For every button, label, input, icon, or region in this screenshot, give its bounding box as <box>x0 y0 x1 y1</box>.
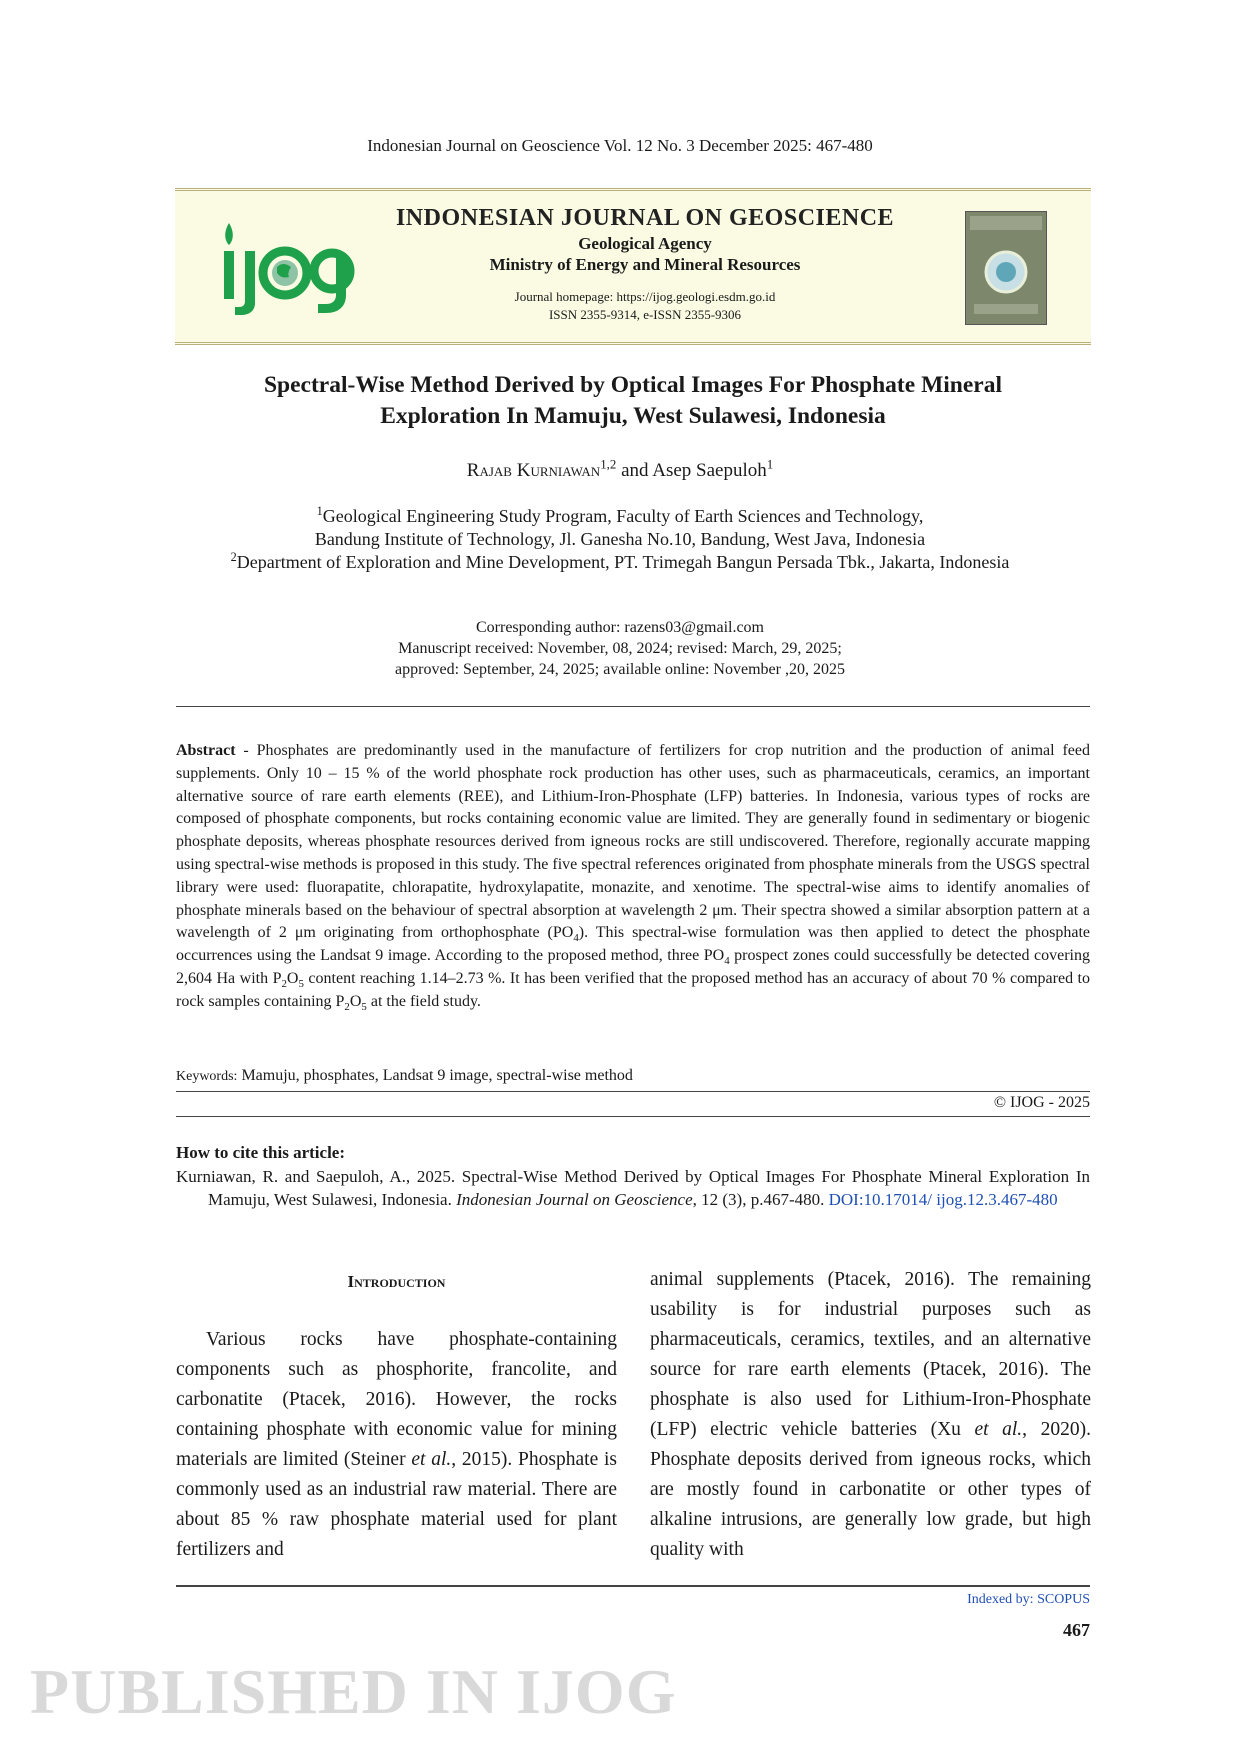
banner-text <box>375 205 915 323</box>
paragraph <box>176 1325 617 1565</box>
body-column-right <box>650 1265 1091 1565</box>
affil-1-line-2: Bandung Institute of Technology, Jl. Ganesha No.10, Bandung, West Java, Indonesia <box>314 529 926 549</box>
citation-text: Kurniawan, R. and Saepuloh, A., 2025. Spectral-Wise Method Derived by Optical Images For Phosphate Mineral Exploration In Mamuju, West Sulawesi, Indonesia. <box>176 1167 1090 1209</box>
citation <box>176 1165 1090 1211</box>
abstract-label: Abstract <box>176 742 236 759</box>
introduction-heading: Introduction <box>347 1272 446 1291</box>
abstract-text: O <box>349 992 362 1010</box>
abstract-text: at the field study. <box>366 992 481 1010</box>
subscript: 2 <box>281 978 287 991</box>
correspondence-block <box>0 617 1240 680</box>
agency-name: Geological Agency <box>578 234 712 253</box>
manuscript-dates: Manuscript received: November, 08, 2024; revised: March, 29, 2025; <box>398 640 842 657</box>
journal-banner <box>175 188 1091 345</box>
article-title <box>200 370 1066 432</box>
title-line-2: Exploration In Mamuju, West Sulawesi, Indonesia <box>380 403 886 429</box>
body-text: animal supplements (Ptacek, 2016). The remaining usability is for industrial purposes such as pharmaceuticals, ceramics, textiles, and an alternative source for rare earth elements (Ptacek, 2016). The phosphate is also used for Lithium-Iron-Phosphate (LFP) electric vehicle batteries (Xu <box>650 1269 1091 1440</box>
subscript: 5 <box>298 978 304 991</box>
affil-2-marker: 2 <box>230 550 237 564</box>
title-line-1: Spectral-Wise Method Derived by Optical Images For Phosphate Mineral <box>263 372 1002 398</box>
abstract-text: prospect zones could successfully be detected covering 2,604 Ha with P <box>176 947 1090 987</box>
body-text: Various rocks have phosphate-containing components such as phosphorite, francolite, and carbonatite (Ptacek, 2016). However, the rocks containing phosphate with economic value for mining materials are limited (Steiner <box>176 1329 617 1470</box>
journal-homepage[interactable]: Journal homepage: https://ijog.geologi.esdm.go.id <box>514 289 776 304</box>
watermark: PUBLISHED IN IJOG <box>30 1656 677 1727</box>
abstract <box>176 740 1090 1014</box>
abstract-text: ). This spectral-wise formulation was then applied to detect the phosphate occurrences using the Landsat 9 image. According to the proposed method, three PO <box>176 924 1091 965</box>
subscript: 5 <box>361 1000 367 1013</box>
affil-2-line: Department of Exploration and Mine Development, PT. Trimegah Bangun Persada Tbk., Jakarta, Indonesia <box>236 552 1010 572</box>
running-head: Indonesian Journal on Geoscience Vol. 12 No. 3 December 2025: 467-480 <box>367 136 873 155</box>
affil-1-line-1: Geological Engineering Study Program, Faculty of Earth Sciences and Technology, <box>322 506 924 526</box>
citation-text: , 12 (3), p.467-480. <box>692 1190 829 1209</box>
journal-cover-thumbnail <box>965 211 1047 325</box>
affiliations <box>150 505 1090 574</box>
keywords-text: Mamuju, phosphates, Landsat 9 image, spectral-wise method <box>237 1067 633 1084</box>
journal-title: INDONESIAN JOURNAL ON GEOSCIENCE <box>395 205 895 231</box>
page-number: 467 <box>1063 1620 1090 1640</box>
subscript: 2 <box>344 1000 350 1013</box>
abstract-text: content reaching 1.14–2.73 %. It has been verified that the proposed method has an accuracy of about 70 % compared to rock samples containing P <box>176 969 1091 1010</box>
body-column-left <box>176 1325 617 1565</box>
indexed-by: Indexed by: SCOPUS <box>967 1592 1090 1607</box>
citation-heading: How to cite this article: <box>176 1143 345 1162</box>
author-2: Asep Saepuloh <box>652 460 767 481</box>
body-text: , 2020). Phosphate deposits derived from igneous rocks, which are mostly found in carbonatite or other types of alkaline intrusions, are generally low grade, but high quality with <box>650 1419 1091 1560</box>
divider <box>176 1091 1090 1092</box>
subscript: 4 <box>573 932 579 945</box>
keywords <box>176 1067 1090 1085</box>
author-1-affil: 1,2 <box>600 456 617 472</box>
body-text-italic: et al. <box>974 1419 1023 1440</box>
copyright: © IJOG - 2025 <box>993 1094 1090 1111</box>
abstract-text: O <box>286 969 299 987</box>
abstract-text: - Phosphates are predominantly used in the manufacture of fertilizers for crop nutrition and the production of animal feed supplements. Only 10 – 15 % of the world phosphate rock production has other uses, such as pharmaceuticals, ceramics, an important alternative source of rare earth elements (REE), and Lithium-Iron-Phosphate (LFP) batteries. In Indonesia, various types of rocks are composed of phosphate components, but rocks containing economic value are limited. They are generally found in sedimentary or biogenic phosphate deposits, whereas phosphate resources derived from igneous rocks are still undiscovered. Therefore, regionally accurate mapping using spectral-wise methods is proposed in this study. The five spectral references originated from phosphate minerals from the USGS spectral library were used: fluorapatite, chlorapatite, hydroxylapatite, monazite, and xenotime. The spectral-wise aims to identify anomalies of phosphate minerals based on the behaviour of spectral absorption at wavelength 2 μm. Their spectra showed a similar absorption pattern at a wavelength of 2 μm originating from orthophosphate (PO <box>176 742 1090 942</box>
ministry-name: Ministry of Energy and Mineral Resources <box>489 255 801 274</box>
citation-journal: Indonesian Journal on Geoscience <box>456 1190 693 1209</box>
affil-1-marker: 1 <box>316 504 323 518</box>
author-list <box>0 456 1240 482</box>
body-text-italic: et al. <box>411 1449 452 1470</box>
divider <box>176 706 1090 707</box>
author-1: Rajab Kurniawan <box>466 460 601 481</box>
subscript: 4 <box>724 955 730 968</box>
approval-dates: approved: September, 24, 2025; available online: November ,20, 2025 <box>395 661 845 678</box>
keywords-label: Keywords: <box>176 1069 238 1084</box>
doi-link[interactable]: DOI:10.17014/ ijog.12.3.467-480 <box>828 1190 1058 1209</box>
author-2-affil: 1 <box>766 456 774 472</box>
author-conjunction: and <box>621 460 649 481</box>
corresponding-author: Corresponding author: razens03@gmail.com <box>476 619 764 636</box>
divider <box>176 1116 1090 1117</box>
footer-divider <box>176 1585 1090 1587</box>
issn-line: ISSN 2355-9314, e-ISSN 2355-9306 <box>548 307 742 322</box>
body-text: , 2015). Phosphate is commonly used as an industrial raw material. There are about 85 % raw phosphate material used for plant fertilizers and <box>176 1449 618 1560</box>
ijog-logo <box>215 215 365 315</box>
